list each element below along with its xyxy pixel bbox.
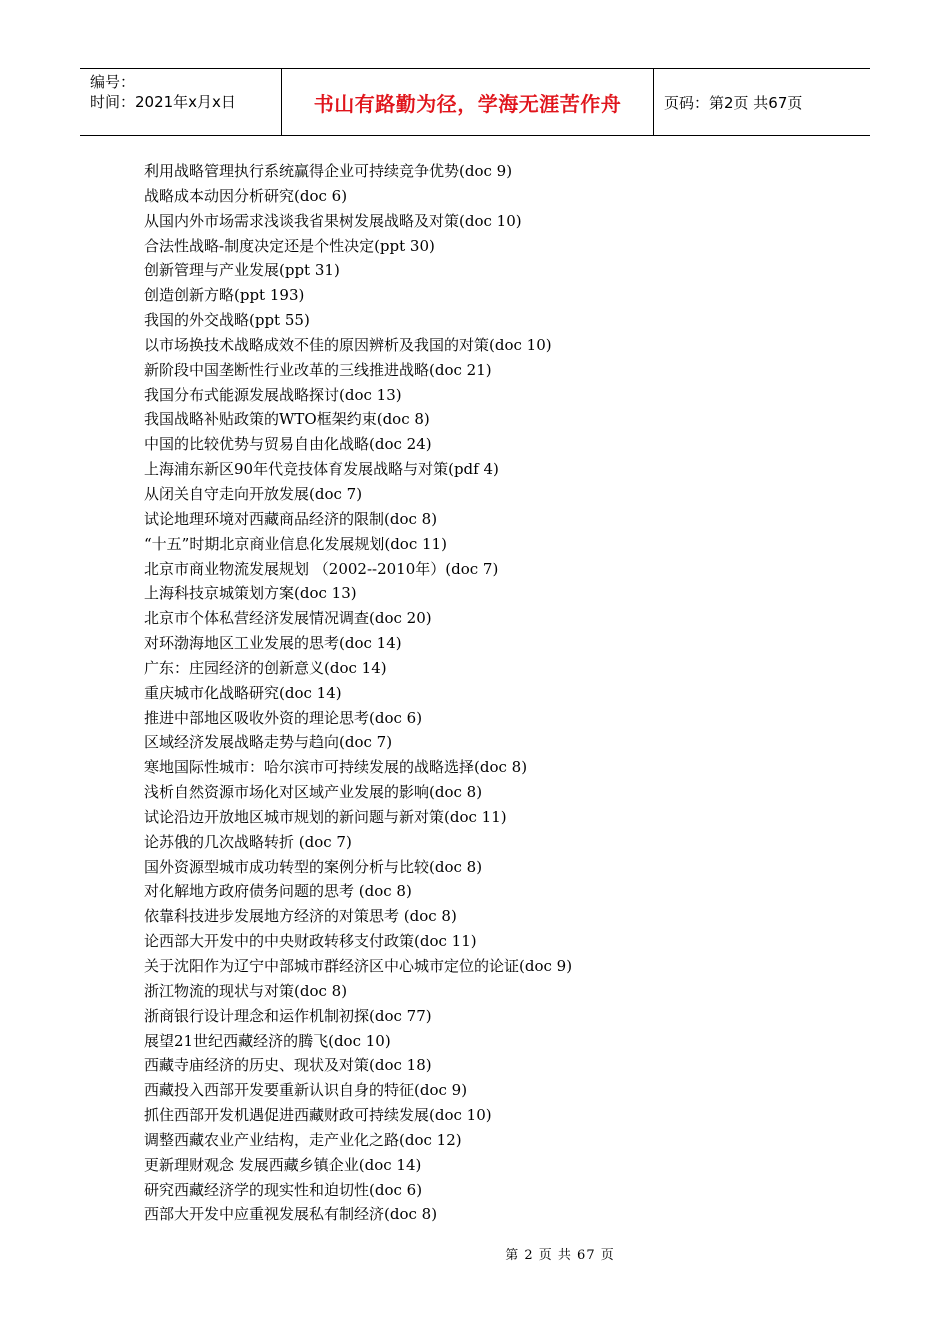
list-item: 我国分布式能源发展战略探讨(doc 13): [144, 385, 402, 404]
list-item: 北京市商业物流发展规划 （2002--2010年）(doc 7): [144, 559, 499, 578]
list-item: 以市场换技术战略成效不佳的原因辨析及我国的对策(doc 10): [144, 335, 552, 354]
list-item: 研究西藏经济学的现实性和迫切性(doc 6): [144, 1180, 423, 1199]
list-item: 对化解地方政府债务问题的思考 (doc 8): [144, 882, 412, 901]
list-item: 关于沈阳作为辽宁中部城市群经济区中心城市定位的论证(doc 9): [144, 957, 573, 975]
header-page-info: 页码：第2页 共67页: [664, 93, 803, 112]
list-item: 我国战略补贴政策的WTO框架约束(doc 8): [144, 410, 430, 429]
list-item: 区域经济发展战略走势与趋向(doc 7): [144, 733, 393, 752]
list-item: 依靠科技进步发展地方经济的对策思考 (doc 8): [144, 907, 457, 926]
list-item: 西藏寺庙经济的历史、现状及对策(doc 18): [144, 1056, 432, 1075]
list-item: 新阶段中国垄断性行业改革的三线推进战略(doc 21): [144, 360, 492, 379]
list-item: 广东：庄园经济的创新意义(doc 14): [144, 658, 387, 677]
list-item: 论西部大开发中的中央财政转移支付政策(doc 11): [144, 932, 477, 951]
list-item: 寒地国际性城市：哈尔滨市可持续发展的战略选择(doc 8): [144, 758, 528, 777]
list-item: 推进中部地区吸收外资的理论思考(doc 6): [144, 708, 423, 727]
list-item: 创造创新方略(ppt 193): [144, 286, 305, 305]
list-item: 合法性战略-制度决定还是个性决定(ppt 30): [144, 236, 435, 255]
list-item: “十五”时期北京商业信息化发展规划(doc 11): [144, 534, 447, 553]
list-item: 西部大开发中应重视发展私有制经济(doc 8): [144, 1205, 438, 1224]
list-item: 浙江物流的现状与对策(doc 8): [144, 981, 348, 1000]
list-item: 试论沿边开放地区城市规划的新问题与新对策(doc 11): [144, 807, 507, 826]
list-item: 浙商银行设计理念和运作机制初探(doc 77): [144, 1006, 432, 1025]
list-item: 中国的比较优势与贸易自由化战略(doc 24): [144, 435, 432, 454]
list-item: 利用战略管理执行系统赢得企业可持续竞争优势(doc 9): [144, 162, 513, 180]
list-item: 从国内外市场需求浅谈我省果树发展战略及对策(doc 10): [144, 211, 522, 230]
list-item: 调整西藏农业产业结构，走产业化之路(doc 12): [144, 1130, 462, 1149]
page-header: [80, 68, 870, 136]
list-item: 重庆城市化战略研究(doc 14): [144, 683, 342, 702]
page-footer: 第 2 页 共 67 页: [505, 1248, 615, 1263]
header-motto: 书山有路勤为径，学海无涯苦作舟: [282, 69, 654, 135]
list-item: 战略成本动因分析研究(doc 6): [144, 186, 348, 205]
list-item: 更新理财观念 发展西藏乡镇企业(doc 14): [144, 1155, 422, 1174]
list-item: 论苏俄的几次战略转折 (doc 7): [144, 832, 352, 851]
list-item: 从闭关自守走向开放发展(doc 7): [144, 484, 363, 503]
list-item: 国外资源型城市成功转型的案例分析与比较(doc 8): [144, 857, 483, 876]
list-item: 西藏投入西部开发要重新认识自身的特征(doc 9): [144, 1081, 468, 1100]
list-item: 抓住西部开发机遇促进西藏财政可持续发展(doc 10): [144, 1106, 492, 1125]
header-meta: [80, 69, 282, 135]
list-item: 试论地理环境对西藏商品经济的限制(doc 8): [144, 509, 438, 528]
list-item: 浅析自然资源市场化对区域产业发展的影响(doc 8): [144, 783, 483, 802]
list-item: 对环渤海地区工业发展的思考(doc 14): [144, 634, 402, 653]
list-item: 北京市个体私营经济发展情况调查(doc 20): [144, 609, 432, 628]
document-list: [144, 159, 572, 1227]
list-item: 上海科技京城策划方案(doc 13): [144, 584, 357, 603]
time-label: 时间：2021年x月x日: [90, 93, 236, 111]
list-item: 创新管理与产业发展(ppt 31): [144, 261, 340, 280]
list-item: 展望21世纪西藏经济的腾飞(doc 10): [144, 1031, 391, 1050]
list-item: 我国的外交战略(ppt 55): [144, 311, 310, 330]
list-item: 上海浦东新区90年代竞技体育发展战略与对策(pdf 4): [144, 460, 499, 479]
number-label: 编号：: [90, 73, 136, 91]
